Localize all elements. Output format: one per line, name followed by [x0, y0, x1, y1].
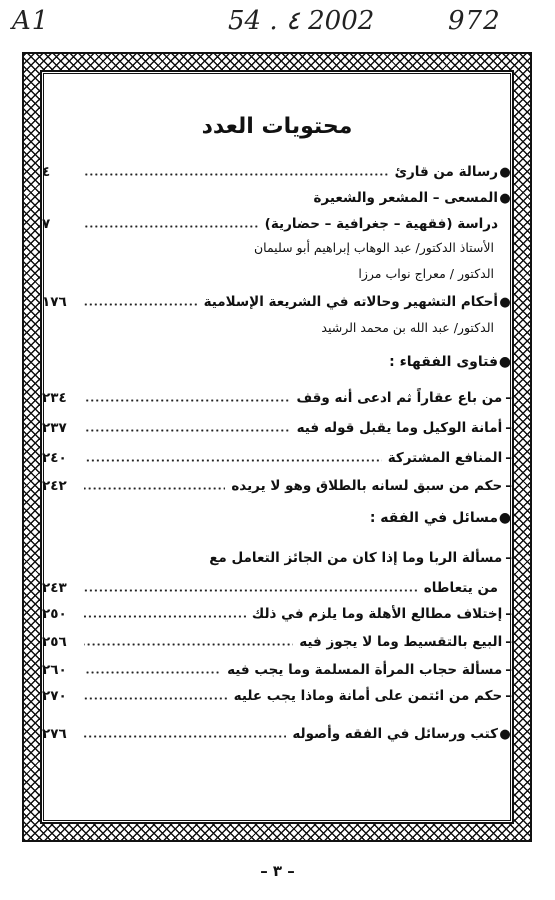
dot-leader [84, 167, 389, 177]
dot-leader [84, 219, 259, 229]
toc-entry: – حكم من سبق لسانه بالطلاق وهو لا يريده ٢٤٢ [42, 478, 512, 494]
toc-entry: – البيع بالتقسيط وما لا يجوز فيه ٢٥٦ [42, 634, 512, 650]
bullet-icon: ● [498, 354, 512, 370]
entry-label: من يتعاطاه [423, 580, 498, 596]
entry-label: أمانة الوكيل وما يقبل قوله فيه [296, 420, 503, 436]
page-title: محتويات العدد [201, 114, 353, 139]
entry-label: حكم من ائتمن على أمانة وماذا يجب عليه [233, 688, 503, 704]
entry-label: إختلاف مطالع الأهلة وما يلزم في ذلك [251, 606, 503, 622]
bullet-icon: ● [499, 164, 511, 180]
handwritten-note-left: A1 [12, 6, 50, 36]
entry-label: البيع بالتقسيط وما لا يجوز فيه [299, 634, 503, 650]
dot-leader [84, 393, 290, 403]
entry-page: ٢٤٢ [42, 478, 67, 494]
table-of-contents [42, 70, 512, 830]
toc-entry [42, 212, 512, 236]
entry-label: حكم من سبق لسانه بالطلاق وهو لا يريده [231, 478, 503, 494]
section-heading-fatawa [42, 354, 512, 370]
dot-leader [84, 583, 418, 593]
section-heading: مسائل في الفقه : [369, 510, 498, 526]
entry-label: مسألة حجاب المرأة المسلمة وما يجب فيه [227, 662, 503, 678]
entry-page: ٢٤٣ [42, 580, 67, 596]
bullet-icon: ● [499, 726, 511, 742]
toc-entry [42, 576, 512, 600]
entry-page: ٤ [42, 164, 51, 180]
entry-page: ٢٦٠ [42, 662, 67, 678]
dot-leader [84, 423, 291, 433]
entry-page: ٢٥٠ [42, 606, 67, 622]
entry-label: من باع عقاراً ثم ادعى أنه وقف [296, 390, 503, 406]
entry-label: المسعى – المشعر والشعيرة [313, 190, 498, 206]
toc-entry [42, 290, 512, 314]
dot-leader [84, 665, 221, 675]
toc-entry: – من باع عقاراً ثم ادعى أنه وقف ٢٣٤ [42, 390, 512, 406]
dot-leader [84, 453, 382, 463]
bullet-icon: ● [499, 190, 511, 206]
entry-author: الدكتور / معراج نواب مرزا [358, 266, 494, 281]
toc-entry: – المنافع المشتركة ٢٤٠ [42, 450, 512, 466]
bullet-icon: ● [498, 510, 512, 526]
toc-entry [42, 160, 512, 184]
entry-author: الدكتور/ عبد الله بن محمد الرشيد [321, 320, 494, 335]
entry-page: ٧ [42, 216, 51, 232]
entry-page: ٢٧٦ [42, 726, 67, 742]
bullet-icon: ● [499, 294, 511, 310]
dot-leader [84, 691, 228, 701]
toc-entry [42, 722, 512, 746]
toc-entry: – حكم من ائتمن على أمانة وماذا يجب عليه ٢٧٠ [42, 688, 512, 704]
dot-leader [84, 637, 293, 647]
entry-author: الأستاذ الدكتور/ عبد الوهاب إبراهيم أبو سليمان [253, 240, 494, 255]
entry-page: ٢٥٦ [42, 634, 67, 650]
dot-leader [84, 481, 225, 491]
dot-leader [84, 297, 198, 307]
entry-label: دراسة (فقهية – جغرافية – حضارية) [264, 216, 498, 232]
entry-page: ٢٧٠ [42, 688, 67, 704]
dot-leader [84, 609, 246, 619]
toc-entry: – مسألة الربا وما إذا كان من الجائز التعامل مع [209, 550, 512, 566]
entry-label: كتب ورسائل في الفقه وأصوله [292, 726, 498, 742]
handwritten-note-right: 972 [448, 6, 501, 36]
entry-label: رسالة من قارئ [394, 164, 498, 180]
section-heading-masail [42, 510, 512, 526]
entry-page: ٢٣٧ [42, 420, 67, 436]
toc-entry [42, 186, 512, 210]
page-number: – ٣ – [260, 862, 295, 880]
entry-label: أحكام التشهير وحالاته في الشريعة الإسلامية [203, 294, 498, 310]
toc-entry: – مسألة حجاب المرأة المسلمة وما يجب فيه ٢٦٠ [42, 662, 512, 678]
toc-entry: – إختلاف مطالع الأهلة وما يلزم في ذلك ٢٥٠ [42, 606, 512, 622]
entry-page: ٢٤٠ [42, 450, 67, 466]
toc-entry: – أمانة الوكيل وما يقبل قوله فيه ٢٣٧ [42, 420, 512, 436]
entry-page: ١٧٦ [42, 294, 67, 310]
entry-label: المنافع المشتركة [387, 450, 503, 466]
handwritten-note-middle: 54 . ٤ 2002 [228, 6, 375, 36]
entry-page: ٢٣٤ [42, 390, 67, 406]
entry-label: مسألة الربا وما إذا كان من الجائز التعامل مع [209, 550, 503, 566]
section-heading: فتاوى الفقهاء : [389, 354, 498, 370]
dot-leader [84, 729, 286, 739]
